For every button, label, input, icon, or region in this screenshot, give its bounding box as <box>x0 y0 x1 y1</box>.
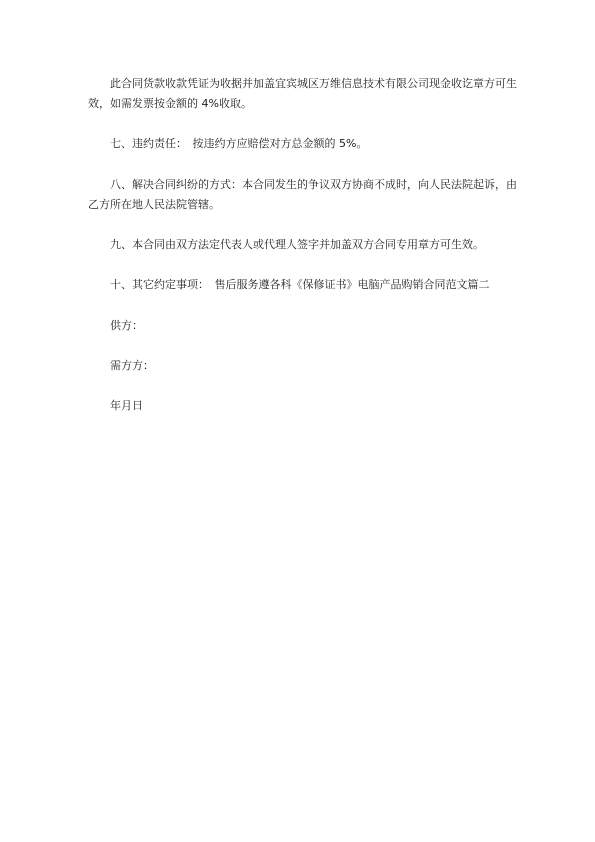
buyer-signature-label: 需方方： <box>110 359 154 372</box>
payment-receipt-paragraph: 此合同货款收款凭证为收据并加盖宜宾城区万维信息技术有限公司现金收讫章方可生效，如需发票按金额的 4%收取。 <box>88 77 517 110</box>
contract-effect-clause: 九、本合同由双方法定代表人或代理人签字并加盖双方合同专用章方可生效。 <box>110 238 484 251</box>
date-label: 年月日 <box>110 399 143 412</box>
dispute-resolution-clause: 八、解决合同纠纷的方式：本合同发生的争议双方协商不成时，向人民法院起诉，由乙方所在地人民法院管辖。 <box>88 178 517 211</box>
supplier-signature-label: 供方： <box>110 319 143 332</box>
other-terms-clause: 十、其它约定事项： 售后服务遵各科《保修证书》电脑产品购销合同范文篇二 <box>110 278 490 291</box>
breach-liability-clause: 七、违约责任： 按违约方应赔偿对方总金额的 5%。 <box>110 137 368 150</box>
